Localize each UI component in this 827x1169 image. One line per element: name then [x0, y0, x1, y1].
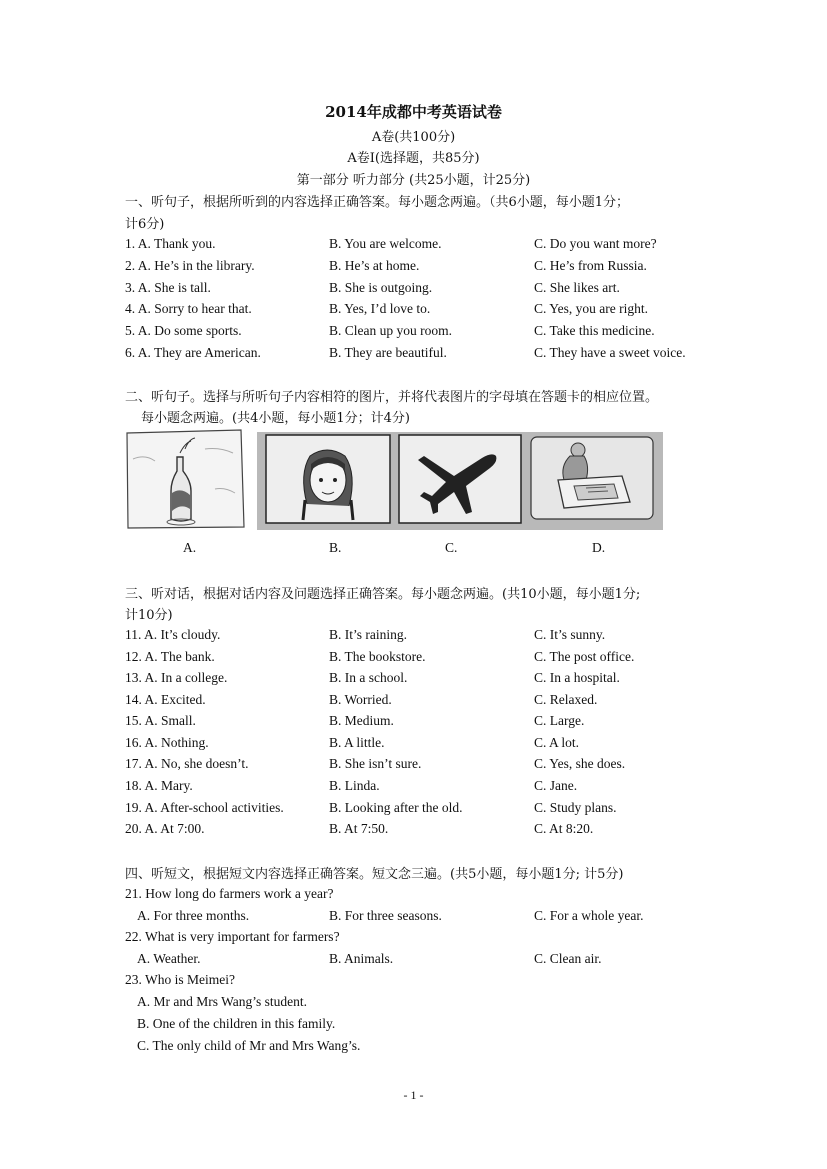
- question-row: [125, 280, 710, 300]
- picture-label-a: A.: [183, 540, 197, 555]
- question-stem: [125, 886, 710, 906]
- question-21: 21. How long do farmers work a year?: [125, 886, 334, 901]
- option-c: C. Yes, she does.: [534, 756, 626, 771]
- option-c: C. They have a sweet voice.: [534, 345, 686, 360]
- picture-label-c: C.: [445, 540, 458, 555]
- question-row: [125, 821, 710, 841]
- question-row: [125, 800, 710, 820]
- option-a: A. Weather.: [137, 951, 201, 966]
- question-row: [125, 345, 710, 365]
- page-number: - 1 -: [403, 1088, 424, 1102]
- option-a: 12. A. The bank.: [125, 649, 215, 664]
- question-stem: [125, 929, 710, 949]
- option-c: C. Relaxed.: [534, 692, 598, 707]
- option-b: B. Worried.: [329, 692, 392, 707]
- question-22: 22. What is very important for farmers?: [125, 929, 340, 944]
- question-row: [125, 627, 710, 647]
- option-c: C. Clean air.: [534, 951, 602, 966]
- question-row: [125, 778, 710, 798]
- option-a: 5. A. Do some sports.: [125, 323, 242, 338]
- option-c: C. He’s from Russia.: [534, 258, 647, 273]
- question-row: [125, 994, 710, 1014]
- option-a: 19. A. After-school activities.: [125, 800, 284, 815]
- option-c: C. Large.: [534, 713, 585, 728]
- option-b: B. She isn’t sure.: [329, 756, 422, 771]
- question-row: [125, 713, 710, 733]
- option-c: C. Take this medicine.: [534, 323, 655, 338]
- picture-label-d: D.: [592, 540, 606, 555]
- picture-a-cola-bottle: [125, 429, 246, 529]
- question-row: [125, 258, 710, 278]
- section1-instruction: 一、听句子，根据所听到的内容选择正确答案。每小题念两遍。（共6小题，每小题1分；: [125, 195, 630, 210]
- option-a: 1. A. Thank you.: [125, 236, 216, 251]
- option-b: B. It’s raining.: [329, 627, 407, 642]
- option-a: 3. A. She is tall.: [125, 280, 211, 295]
- option-c: C. In a hospital.: [534, 670, 620, 685]
- option-c: C. She likes art.: [534, 280, 620, 295]
- question-row: [125, 692, 710, 712]
- option-b: B. At 7:50.: [329, 821, 389, 836]
- question-row: [125, 301, 710, 321]
- option-b: B. A little.: [329, 735, 385, 750]
- option-a: 18. A. Mary.: [125, 778, 193, 793]
- section2-instruction-cont: 每小题念两遍。(共4小题，每小题1分；计4分): [141, 411, 410, 426]
- exam-title: 2014年成都中考英语试卷: [325, 103, 502, 121]
- question-row: [125, 908, 710, 928]
- option-c: C. It’s sunny.: [534, 627, 606, 642]
- option-a: 6. A. They are American.: [125, 345, 261, 360]
- question-row: [125, 735, 710, 755]
- picture-b-girl-face: [265, 434, 391, 524]
- question-row: [125, 670, 710, 690]
- option-c: C. Jane.: [534, 778, 578, 793]
- option-a: 16. A. Nothing.: [125, 735, 209, 750]
- option-a: 13. A. In a college.: [125, 670, 228, 685]
- question-row: [125, 1016, 710, 1036]
- paper-a1-heading: A卷I(选择题，共85分): [347, 151, 480, 166]
- option-c: C. For a whole year.: [534, 908, 644, 923]
- option-a: 17. A. No, she doesn’t.: [125, 756, 249, 771]
- option-a: 2. A. He’s in the library.: [125, 258, 255, 273]
- option-b: B. Yes, I’d love to.: [329, 301, 431, 316]
- option-b: B. They are beautiful.: [329, 345, 447, 360]
- option-a: 20. A. At 7:00.: [125, 821, 205, 836]
- option-b: B. In a school.: [329, 670, 408, 685]
- picture-d-person-with-box: [530, 436, 654, 520]
- option-a: 15. A. Small.: [125, 713, 196, 728]
- option-c: C. The only child of Mr and Mrs Wang’s.: [137, 1038, 361, 1053]
- paper-a-heading: A卷(共100分): [371, 130, 456, 145]
- picture-c-airplane: [398, 434, 522, 524]
- option-a: A. Mr and Mrs Wang’s student.: [137, 994, 308, 1009]
- option-c: C. Yes, you are right.: [534, 301, 648, 316]
- section2-instruction: 二、听句子。选择与所听句子内容相符的图片，并将代表图片的字母填在答题卡的相应位置。: [125, 390, 659, 405]
- picture-label-b: B.: [329, 540, 342, 555]
- option-b: B. The bookstore.: [329, 649, 426, 664]
- option-c: C. At 8:20.: [534, 821, 594, 836]
- option-c: C. Study plans.: [534, 800, 617, 815]
- option-c: C. Do you want more?: [534, 236, 657, 251]
- option-b: B. He’s at home.: [329, 258, 420, 273]
- question-row: [125, 756, 710, 776]
- option-b: B. For three seasons.: [329, 908, 442, 923]
- question-row: [125, 323, 710, 343]
- section3-instruction: 三、听对话，根据对话内容及问题选择正确答案。每小题念两遍。(共10小题，每小题1分;: [125, 587, 641, 602]
- option-a: 14. A. Excited.: [125, 692, 206, 707]
- section3-instruction-cont: 计10分): [125, 608, 173, 623]
- option-a: 11. A. It’s cloudy.: [125, 627, 221, 642]
- option-b: B. Linda.: [329, 778, 380, 793]
- option-b: B. Looking after the old.: [329, 800, 463, 815]
- option-b: B. Clean up you room.: [329, 323, 452, 338]
- option-b: B. Animals.: [329, 951, 394, 966]
- option-b: B. Medium.: [329, 713, 394, 728]
- option-b: B. You are welcome.: [329, 236, 442, 251]
- option-b: B. She is outgoing.: [329, 280, 433, 295]
- section4-instruction: 四、听短文，根据短文内容选择正确答案。短文念三遍。(共5小题，每小题1分; 计5分): [125, 867, 624, 882]
- section1-instruction-cont: 计6分): [125, 217, 165, 232]
- question-stem: [125, 972, 710, 992]
- option-a: A. For three months.: [137, 908, 250, 923]
- question-row: [125, 951, 710, 971]
- option-c: C. A lot.: [534, 735, 580, 750]
- option-b: B. One of the children in this family.: [137, 1016, 336, 1031]
- option-a: 4. A. Sorry to hear that.: [125, 301, 252, 316]
- option-c: C. The post office.: [534, 649, 635, 664]
- question-row: [125, 649, 710, 669]
- question-row: [125, 236, 710, 256]
- question-row: [125, 1038, 710, 1058]
- question-23: 23. Who is Meimei?: [125, 972, 235, 987]
- part-one-heading: 第一部分 听力部分 (共25小题，计25分): [296, 173, 531, 188]
